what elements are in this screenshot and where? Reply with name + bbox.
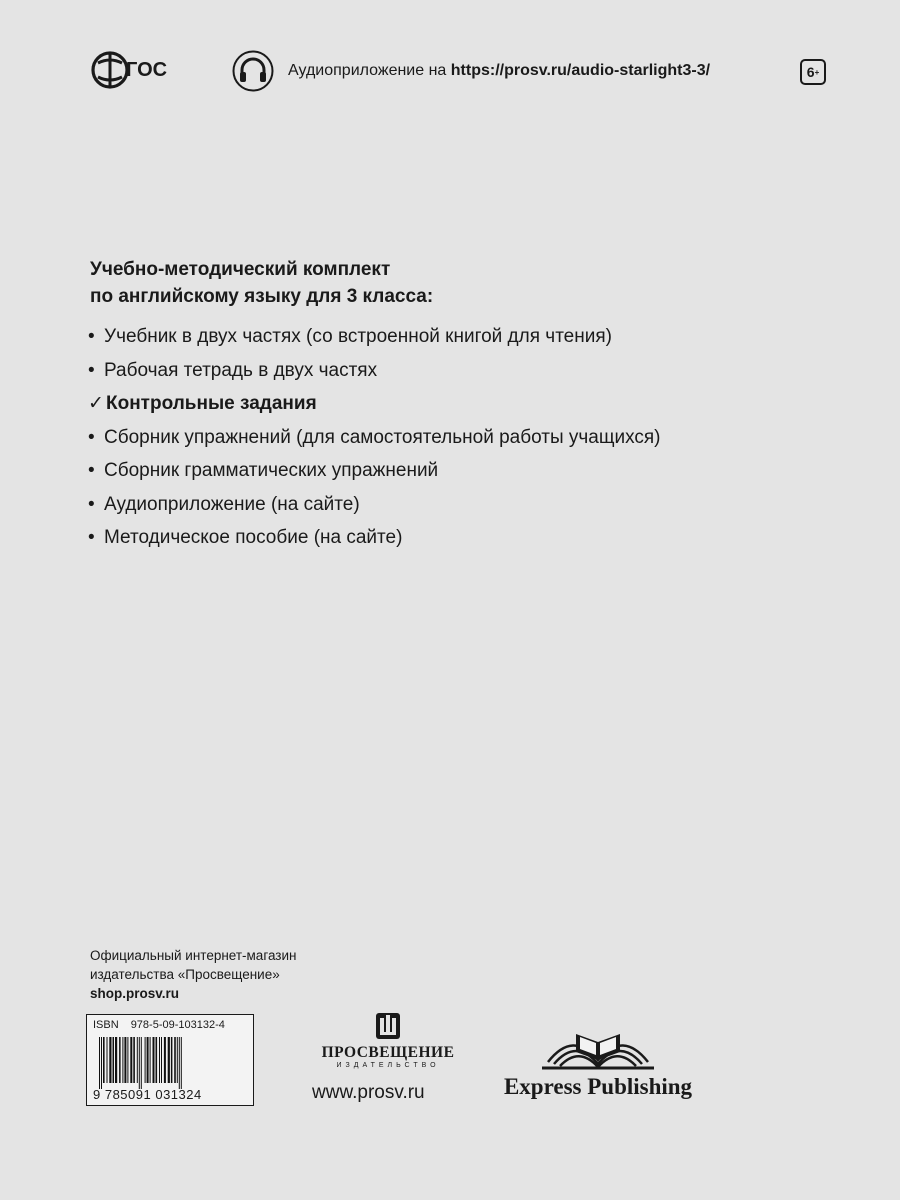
age-rating-number: 6 [806,64,815,80]
kit-title-line-1: Учебно-методический комплект [90,259,391,280]
bullet-marker: • [88,460,95,481]
prosveshchenie-logo [312,1012,464,1069]
audio-app-line [288,62,710,80]
ean-digits: 9 785091 031324 [93,1087,202,1102]
prosveshchenie-emblem-icon [375,1012,401,1040]
list-item-text: Учебник в двух частях (со встроенной книгой для чтения) [104,326,612,347]
kit-title-line-2: по английскому языку для 3 класса: [90,286,434,307]
bullet-marker: • [88,493,95,515]
bullet-marker: • [88,326,95,347]
kit-title [90,256,433,310]
age-rating-badge [800,59,826,85]
isbn-barcode [86,1014,254,1106]
shop-url-link[interactable]: shop.prosv.ru [90,986,180,1001]
bullet-marker: • [88,359,95,381]
prosveshchenie-website-link[interactable]: www.prosv.ru [312,1082,425,1103]
list-item [88,320,661,354]
list-item-text: Методическое пособие (на сайте) [104,527,403,548]
prosveshchenie-subtitle: ИЗДАТЕЛЬСТВО [336,1062,440,1069]
isbn-number: 978-5-09-103132-4 [130,1019,225,1031]
open-book-icon [538,1020,658,1072]
list-item-text: Контрольные задания [106,393,317,414]
audio-label: Аудиоприложение на [288,62,447,79]
list-item-text: Сборник упражнений (для самостоятельной работы учащихся) [104,426,661,448]
list-item [88,454,661,488]
bullet-marker: • [88,527,95,548]
bullet-marker: • [88,426,95,448]
shop-line-2: издательства «Просвещение» [90,967,280,982]
checkmark-icon: ✓ [88,393,104,414]
fgos-logo [90,48,170,92]
barcode-bars [93,1037,248,1089]
online-shop-info [90,946,297,1003]
list-item [88,521,661,555]
prosveshchenie-name: ПРОСВЕЩЕНИЕ [321,1044,455,1061]
audio-url-link[interactable]: https://prosv.ru/audio-starlight3-3/ [450,62,711,79]
kit-components-list [88,320,661,555]
headphones-icon [232,50,274,92]
express-publishing-name: Express Publishing [503,1074,693,1099]
express-publishing-logo [500,1020,696,1100]
age-rating-plus: + [814,67,820,77]
list-item [88,354,661,388]
isbn-label: ISBN [93,1019,119,1031]
list-item [88,488,661,522]
list-item-current [88,387,661,421]
list-item-text: Рабочая тетрадь в двух частях [104,359,378,381]
list-item [88,421,661,455]
list-item-text: Аудиоприложение (на сайте) [104,493,360,515]
fgos-logo-text: ГОС [126,58,168,81]
shop-line-1: Официальный интернет-магазин [90,948,297,963]
list-item-text: Сборник грамматических упражнений [104,460,439,481]
isbn-line [93,1019,225,1031]
